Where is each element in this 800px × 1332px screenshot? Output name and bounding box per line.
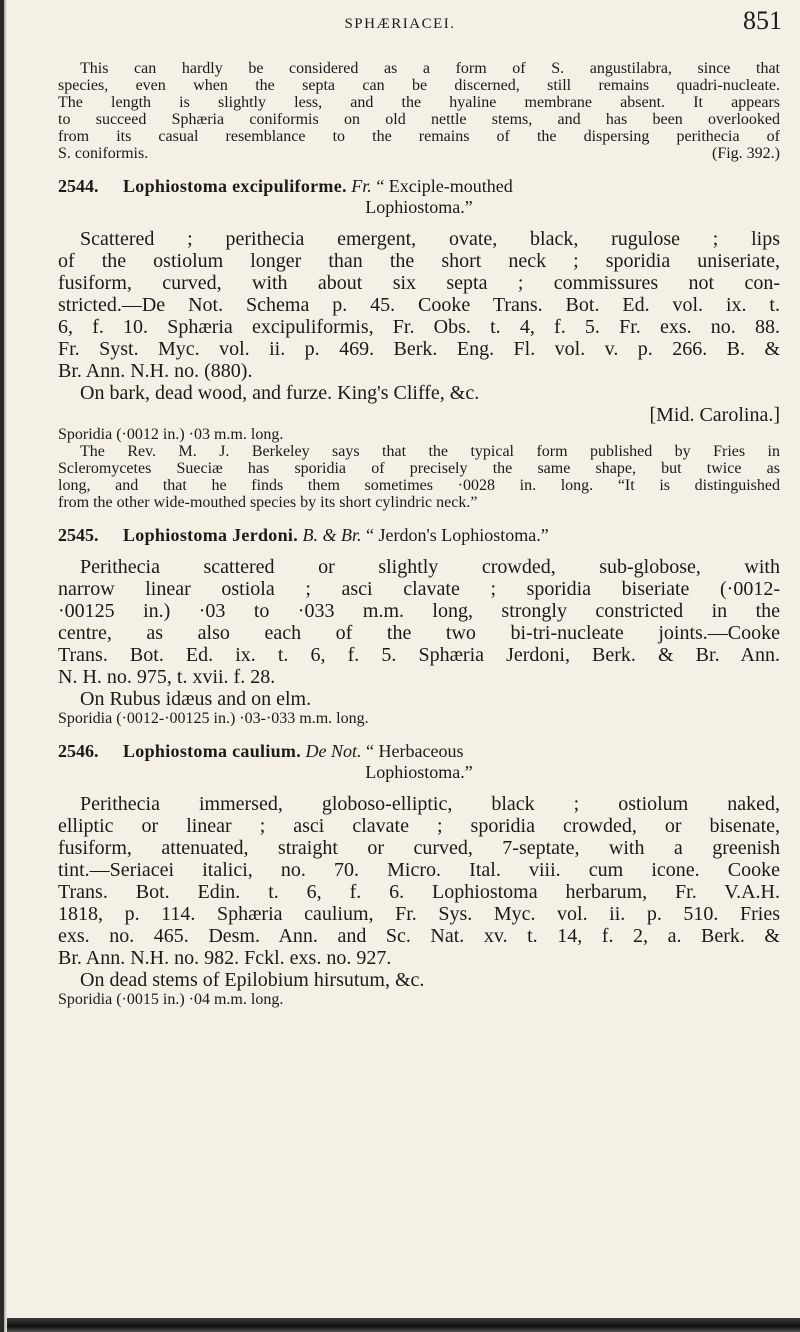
- entry-number: 2544.: [58, 176, 99, 196]
- entry-number: 2545.: [58, 525, 99, 545]
- common-name: “ Jerdon's Lophiostoma.”: [366, 525, 549, 545]
- habitat: On bark, dead wood, and furze. King's Cliffe, &c.: [80, 382, 480, 404]
- common-name: “ Exciple-mouthed: [376, 176, 513, 196]
- species-name: Lophiostoma Jerdoni.: [123, 525, 299, 545]
- description-line: N. H. no. 975, t. xvii. f. 28.: [58, 666, 276, 688]
- description-line: narrow linear ostiola ; asci clavate ; sporidia biseriate (·0012-: [58, 578, 780, 600]
- description-line: Trans. Bot. Edin. t. 6, f. 6. Lophiostoma herbarum, Fr. V.A.H.: [58, 881, 780, 903]
- description-line: Perithecia scattered or slightly crowded, sub-globose, with: [80, 556, 780, 578]
- location: [Mid. Carolina.]: [649, 404, 780, 426]
- description-line: ·00125 in.) ·03 to ·033 m.m. long, strongly constricted in the: [58, 600, 780, 622]
- note-line: Scleromycetes Sueciæ has sporidia of precisely the same shape, but twice as: [58, 460, 780, 477]
- note-line: The Rev. M. J. Berkeley says that the typical form published by Fries in: [80, 443, 780, 460]
- text-fragment: S. coniformis.: [58, 145, 149, 162]
- common-name-cont: Lophiostoma.”: [365, 197, 473, 217]
- spore-measure: Sporidia (·0012-·00125 in.) ·03-·033 m.m. long.: [58, 710, 369, 727]
- description-line: Scattered ; perithecia emergent, ovate, black, rugulose ; lips: [80, 228, 780, 250]
- note-line: long, and that he finds them sometimes ·0028 in. long. “It is distinguished: [58, 477, 780, 494]
- text-line: The length is slightly less, and the hyaline membrane absent. It appears: [58, 94, 780, 111]
- entry-number: 2546.: [58, 741, 99, 761]
- entry-2545: [58, 525, 780, 727]
- description-line: fusiform, curved, with about six septa ; commissures not con-: [58, 272, 780, 294]
- page-body: [58, 60, 780, 1008]
- common-name: “ Herbaceous: [366, 741, 464, 761]
- spore-measure: Sporidia (·0012 in.) ·03 m.m. long.: [58, 426, 284, 443]
- description-line: centre, as also each of the two bi-tri-nucleate joints.—Cooke: [58, 622, 780, 644]
- authority: De Not.: [305, 741, 362, 761]
- description-line: Perithecia immersed, globoso-elliptic, black ; ostiolum naked,: [80, 793, 780, 815]
- figure-reference: (Fig. 392.): [712, 145, 780, 162]
- description-line: Br. Ann. N.H. no. (880).: [58, 360, 253, 382]
- description-line: of the ostiolum longer than the short neck ; sporidia uniseriate,: [58, 250, 780, 272]
- spore-measure: Sporidia (·0015 in.) ·04 m.m. long.: [58, 991, 284, 1008]
- text-line: This can hardly be considered as a form of S. angustilabra, since that: [80, 60, 780, 77]
- description-line: exs. no. 465. Desm. Ann. and Sc. Nat. xv. t. 14, f. 2, a. Berk. &: [58, 925, 780, 947]
- habitat: On dead stems of Epilobium hirsutum, &c.: [80, 969, 425, 991]
- common-name-cont: Lophiostoma.”: [365, 762, 473, 782]
- authority: B. & Br.: [302, 525, 362, 545]
- description-line: Trans. Bot. Ed. ix. t. 6, f. 5. Sphæria Jerdoni, Berk. & Br. Ann.: [58, 644, 780, 666]
- running-head: SPHÆRIACEI.: [344, 16, 456, 32]
- description-line: tint.—Seriacei italici, no. 70. Micro. Ital. viii. cum icone. Cooke: [58, 859, 780, 881]
- authority: Fr.: [351, 176, 372, 196]
- description-line: Fr. Syst. Myc. vol. ii. p. 469. Berk. Eng. Fl. vol. v. p. 266. B. &: [58, 338, 780, 360]
- intro-paragraph: [58, 60, 780, 162]
- species-name: Lophiostoma excipuliforme.: [123, 176, 347, 196]
- description-line: elliptic or linear ; asci clavate ; sporidia crowded, or bisenate,: [58, 815, 780, 837]
- habitat: On Rubus idæus and on elm.: [80, 688, 312, 710]
- description-line: fusiform, attenuated, straight or curved, 7-septate, with a greenish: [58, 837, 780, 859]
- species-name: Lophiostoma caulium.: [123, 741, 302, 761]
- text-line: [58, 145, 780, 162]
- description-line: 6, f. 10. Sphæria excipuliformis, Fr. Obs. t. 4, f. 5. Fr. exs. no. 88.: [58, 316, 780, 338]
- entry-heading: [58, 741, 780, 783]
- page-number: 851: [743, 6, 782, 35]
- entry-2544: [58, 176, 780, 511]
- text-line: to succeed Sphæria coniformis on old nettle stems, and has been overlooked: [58, 111, 780, 128]
- note-line: from the other wide-mouthed species by its short cylindric neck.”: [58, 494, 478, 511]
- entry-heading: [58, 176, 780, 218]
- description-line: Br. Ann. N.H. no. 982. Fckl. exs. no. 927.: [58, 947, 392, 969]
- text-line: from its casual resemblance to the remains of the dispersing perithecia of: [58, 128, 780, 145]
- entry-heading: [58, 525, 780, 546]
- text-line: species, even when the septa can be discerned, still remains quadri-nucleate.: [58, 77, 780, 94]
- page-gutter-edge: [0, 0, 7, 1332]
- page-bottom-edge: [7, 1318, 800, 1332]
- description-line: stricted.—De Not. Schema p. 45. Cooke Trans. Bot. Ed. vol. ix. t.: [58, 294, 780, 316]
- description-line: 1818, p. 114. Sphæria caulium, Fr. Sys. Myc. vol. ii. p. 510. Fries: [58, 903, 780, 925]
- entry-2546: [58, 741, 780, 1008]
